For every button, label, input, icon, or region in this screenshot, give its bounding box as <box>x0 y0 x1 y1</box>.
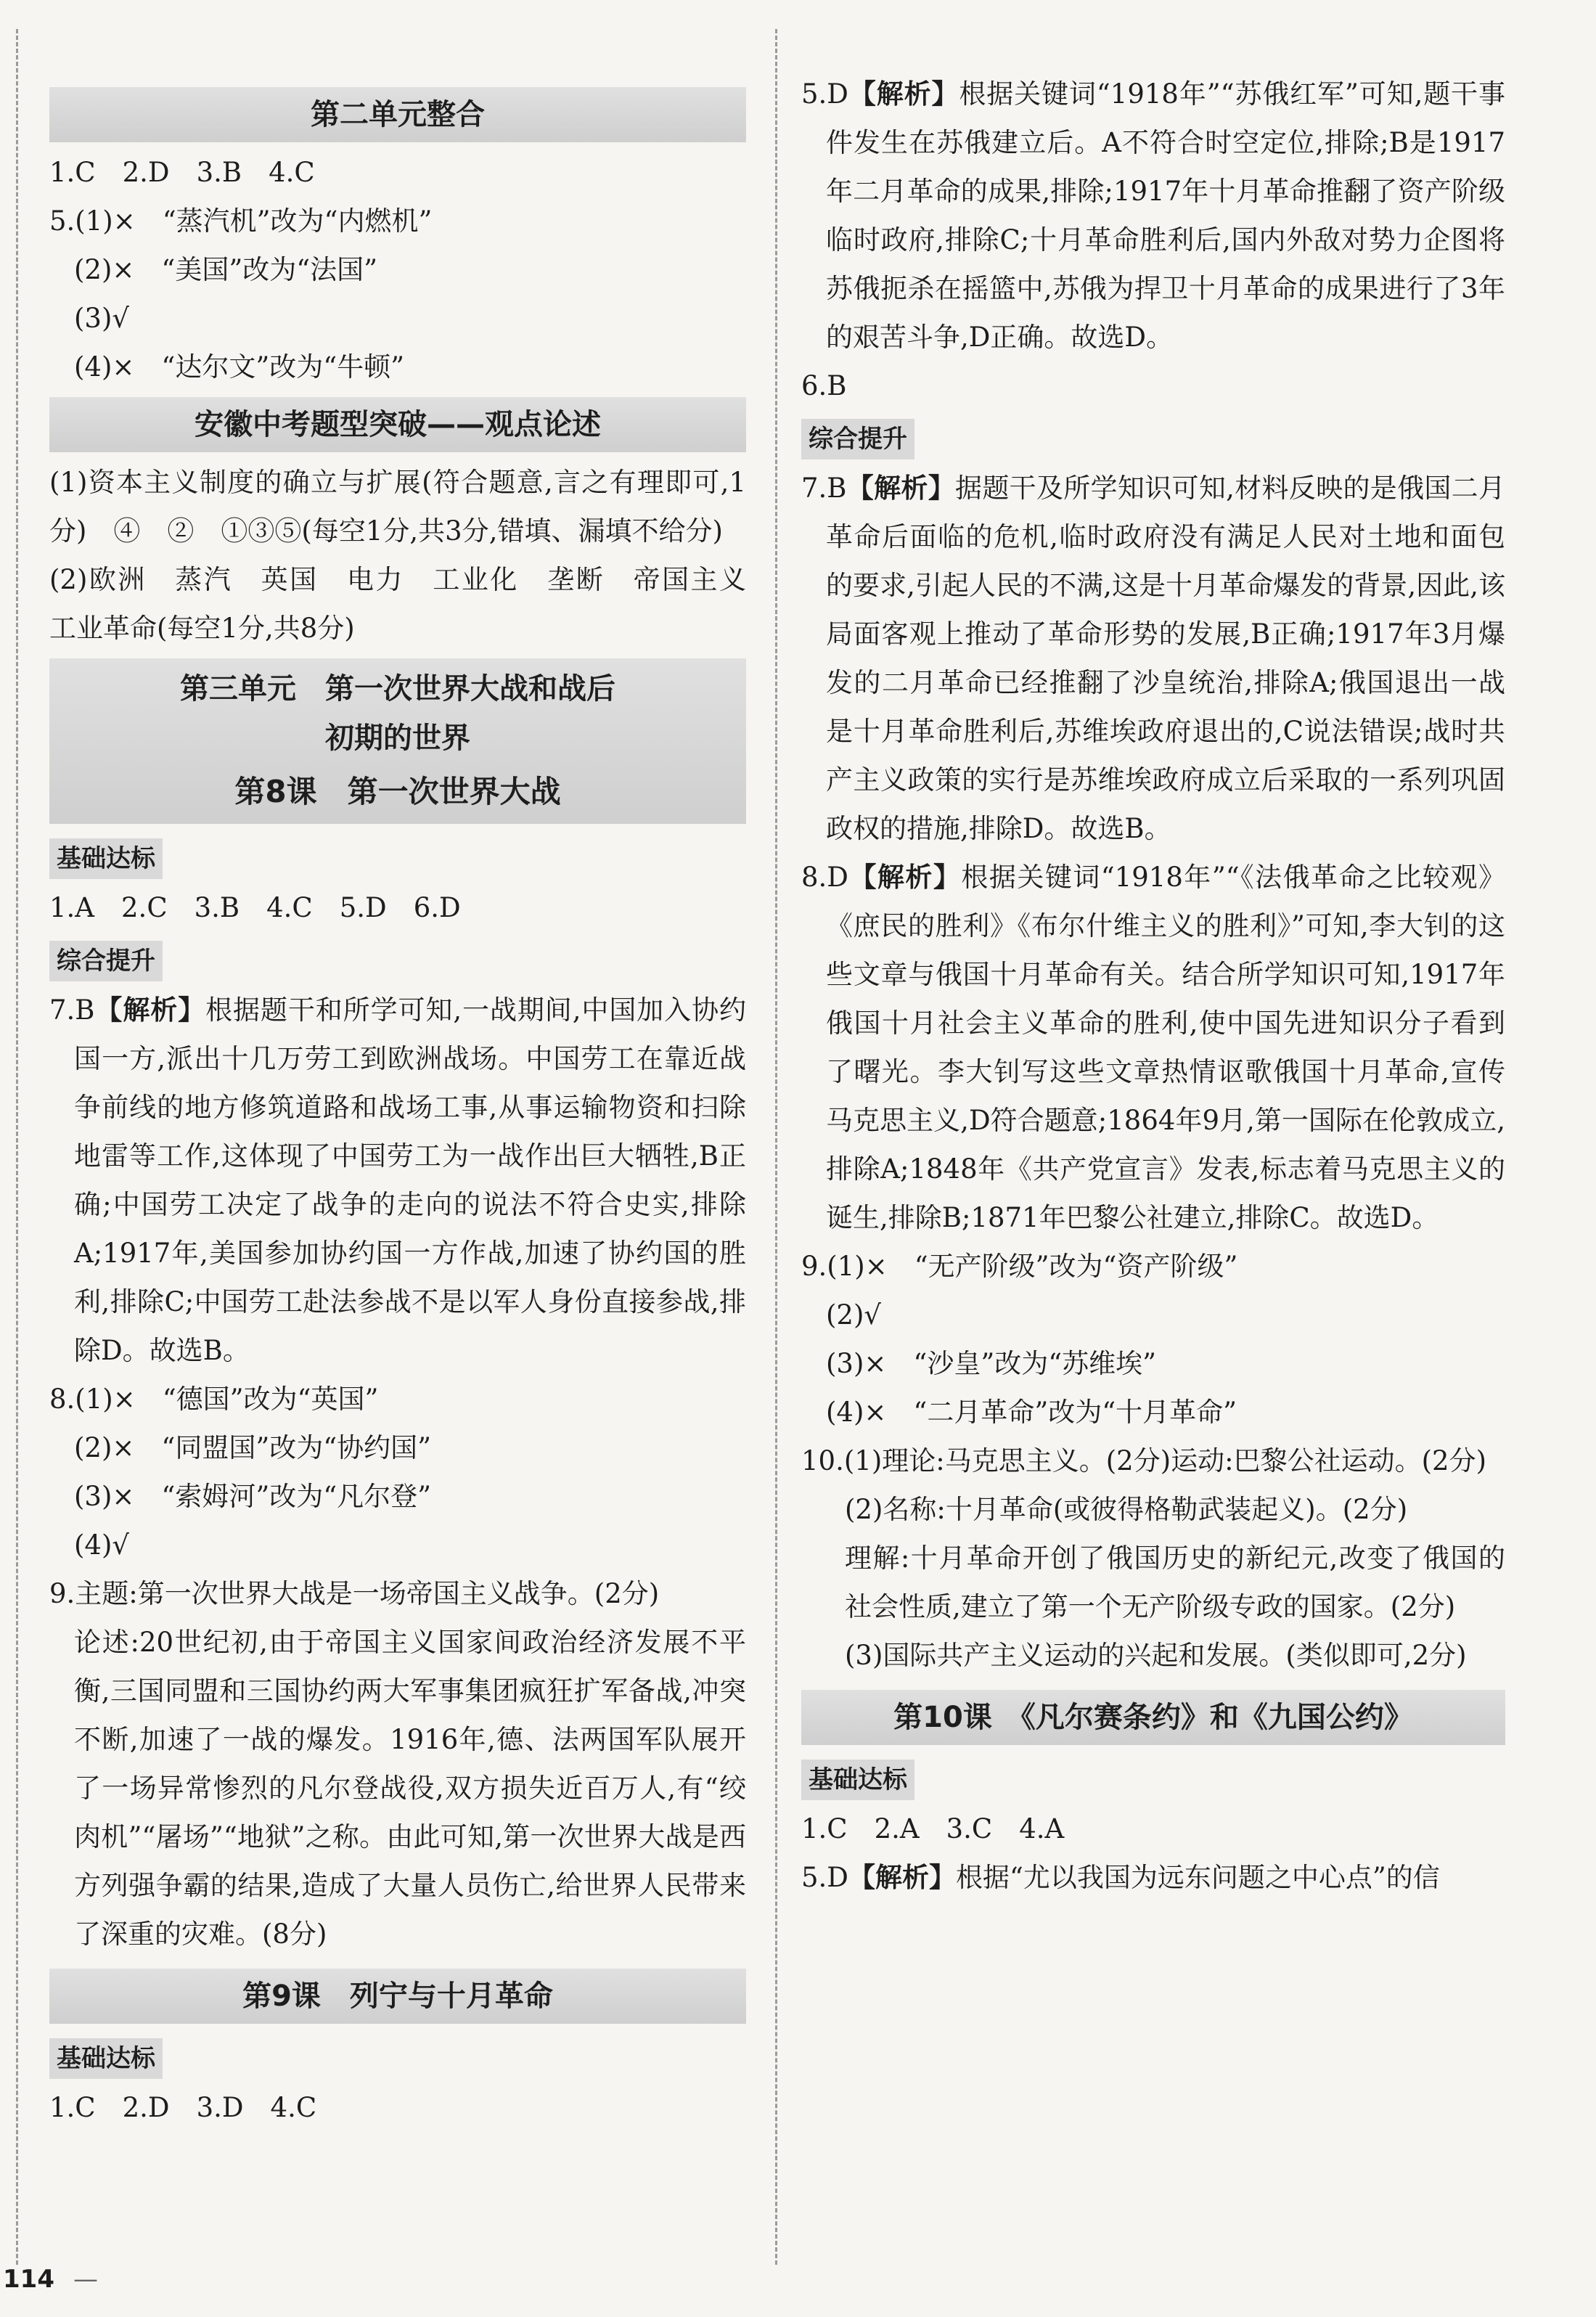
lesson8-q7 <box>49 986 746 1375</box>
lesson9-q7-number: 7.B <box>801 473 847 504</box>
unit2-q5-2: (2)× “美国”改为“法国” <box>74 254 378 285</box>
unit3-title <box>49 658 746 824</box>
lesson9-q9-4: (4)× “二月革命”改为“十月革命” <box>826 1397 1237 1428</box>
unit2-title: 第二单元整合 <box>49 87 746 142</box>
analysis-label: 【解析】 <box>848 78 959 110</box>
analysis-label: 【解析】 <box>94 994 206 1026</box>
unit3-title-line1: 第三单元 第一次世界大战和战后 <box>180 672 615 706</box>
lesson9-q8-text: 根据关键词“1918年”“《法俄革命之比较观》《庶民的胜利》《布尔什维主义的胜利》”可知,李大钊的这些文章与俄国十月革命有关。结合所学知识可知,1917年俄国十月社会主义革命的胜利,使中国先进知识分子看到了曙光。李大钊写这些文章热情讴歌俄国十月革命,宣传马克思主义,D符合题意;1864年9月,第一国际在伦敦成立,排除A;1848年《共产党宣言》发表,标志着马克思主义的诞生,排除B;1871年巴黎公社建立,排除C。故选D。 <box>826 862 1505 1233</box>
lesson8-basic-tag: 基础达标 <box>49 838 163 879</box>
lesson9-basic-tag: 基础达标 <box>49 2038 163 2079</box>
lesson10-q5-text: 根据“尤以我国为远东问题之中心点”的信 <box>955 1862 1440 1893</box>
lesson9-q6: 6.B <box>801 370 847 401</box>
left-column <box>49 81 773 2132</box>
lesson8-q9-argument: 论述:20世纪初,由于帝国主义国家间政治经济发展不平衡,三国同盟和三国协约两大军事集团疯狂扩军备战,冲突不断,加速了一战的爆发。1916年,德、法两国军队展开了一场异常惨烈的凡尔登战役,双方损失近百万人,有“绞肉机”“屠场”“地狱”之称。由此可知,第一次世界大战是西方列强争霸的结果,造成了大量人员伤亡,给世界人民带来了深重的灾难。(8分) <box>74 1627 746 1950</box>
lesson8-q8-3: (3)× “索姆河”改为“凡尔登” <box>74 1481 432 1512</box>
anhui-part2: (2)欧洲 蒸汽 英国 电力 工业化 垄断 帝国主义 工业革命(每空1分,共8分) <box>49 564 773 644</box>
lesson9-q10-part2: (2)名称:十月革命(或彼得格勒武装起义)。(2分) <box>845 1494 1408 1525</box>
unit3-title-line2: 初期的世界 <box>325 722 470 755</box>
anhui-title: 安徽中考题型突破——观点论述 <box>49 397 746 452</box>
lesson8-q9-theme: 9.主题:第一次世界大战是一场帝国主义战争。(2分) <box>49 1578 660 1609</box>
lesson9-q7 <box>801 464 1505 853</box>
lesson8-basic-answers: 1.A 2.C 3.B 4.C 5.D 6.D <box>49 892 461 923</box>
lesson10-basic-tag: 基础达标 <box>801 1760 914 1800</box>
lesson9-title: 第9课 列宁与十月革命 <box>49 1969 746 2024</box>
analysis-label: 【解析】 <box>846 473 956 504</box>
lesson10-title: 第10课 《凡尔赛条约》和《九国公约》 <box>801 1690 1505 1745</box>
lesson9-q5 <box>801 70 1505 361</box>
anhui-part1: (1)资本主义制度的确立与扩展(符合题意,言之有理即可,1分) ④ ② ①③⑤(每空1分,共3分,错填、漏填不给分) <box>49 467 746 547</box>
lesson9-q9-3: (3)× “沙皇”改为“苏维埃” <box>826 1348 1157 1379</box>
unit2-q5-1: 5.(1)× “蒸汽机”改为“内燃机” <box>49 205 433 237</box>
lesson9-q5-text: 根据关键词“1918年”“苏俄红军”可知,题干事件发生在苏俄建立后。A不符合时空定位,排除;B是1917年二月革命的成果,排除;1917年十月革命推翻了资产阶级临时政府,排除C;十月革命胜利后,国内外敌对势力企图将苏俄扼杀在摇篮中,苏俄为捍卫十月革命的成果进行了3年的艰苦斗争,D正确。故选D。 <box>826 78 1506 353</box>
unit2-answers-1-4: 1.C 2.D 3.B 4.C <box>49 157 315 188</box>
lesson8-comprehensive-tag: 综合提升 <box>49 941 163 981</box>
unit2-q5-3: (3)√ <box>74 303 129 334</box>
lesson9-q9-2: (2)√ <box>826 1299 881 1331</box>
lesson10-q5 <box>801 1853 1505 1902</box>
lesson9-comprehensive-tag: 综合提升 <box>801 419 914 459</box>
lesson9-q10-understanding: 理解:十月革命开创了俄国历史的新纪元,改变了俄国的社会性质,建立了第一个无产阶级专政的国家。(2分) <box>845 1542 1505 1622</box>
lesson8-q8-2: (2)× “同盟国”改为“协约国” <box>74 1432 432 1463</box>
lesson8-q7-text: 根据题干和所学可知,一战期间,中国加入协约国一方,派出十几万劳工到欧洲战场。中国劳工在靠近战争前线的地方修筑道路和战场工事,从事运输物资和扫除地雷等工作,这体现了中国劳工为一战作出巨大牺牲,B正确;中国劳工决定了战争的走向的说法不符合史实,排除A;1917年,美国参加协约国一方作战,加速了协约国的胜利,排除C;中国劳工赴法参战不是以军人身份直接参战,排除D。故选B。 <box>74 994 746 1366</box>
lesson8-q7-number: 7.B <box>49 994 95 1026</box>
page-number: 114 — <box>3 2265 98 2294</box>
analysis-label: 【解析】 <box>848 862 962 893</box>
analysis-label: 【解析】 <box>848 1862 956 1893</box>
lesson10-basic-answers: 1.C 2.A 3.C 4.A <box>801 1813 1065 1844</box>
lesson9-basic-answers: 1.C 2.D 3.D 4.C <box>49 2092 317 2123</box>
lesson9-q5-number: 5.D <box>801 78 848 110</box>
lesson9-q10-part1: 10.(1)理论:马克思主义。(2分)运动:巴黎公社运动。(2分) <box>801 1445 1487 1476</box>
lesson10-q5-number: 5.D <box>801 1862 848 1893</box>
lesson8-title: 第8课 第一次世界大战 <box>234 774 561 809</box>
right-column <box>801 70 1505 1902</box>
lesson9-q9-1: 9.(1)× “无产阶级”改为“资产阶级” <box>801 1251 1238 1282</box>
lesson8-q8-1: 8.(1)× “德国”改为“英国” <box>49 1384 379 1415</box>
lesson9-q8 <box>801 853 1505 1242</box>
lesson9-q10-part3: (3)国际共产主义运动的兴起和发展。(类似即可,2分) <box>845 1640 1467 1671</box>
left-margin-rule <box>16 29 18 2265</box>
lesson9-q8-number: 8.D <box>801 862 848 893</box>
lesson9-q7-text: 据题干及所学知识可知,材料反映的是俄国二月革命后面临的危机,临时政府没有满足人民对土地和面包的要求,引起人民的不满,这是十月革命爆发的背景,因此,该局面客观上推动了革命形势的发展,B正确;1917年3月爆发的二月革命已经推翻了沙皇统治,排除A;俄国退出一战是十月革命胜利后,苏维埃政府退出的,C说法错误;战时共产主义政策的实行是苏维埃政府成立后采取的一系列巩固政权的措施,排除D。故选B。 <box>826 473 1505 844</box>
lesson8-q8-4: (4)√ <box>74 1529 129 1561</box>
column-divider <box>775 29 777 2265</box>
unit2-q5-4: (4)× “达尔文”改为“牛顿” <box>74 351 405 383</box>
